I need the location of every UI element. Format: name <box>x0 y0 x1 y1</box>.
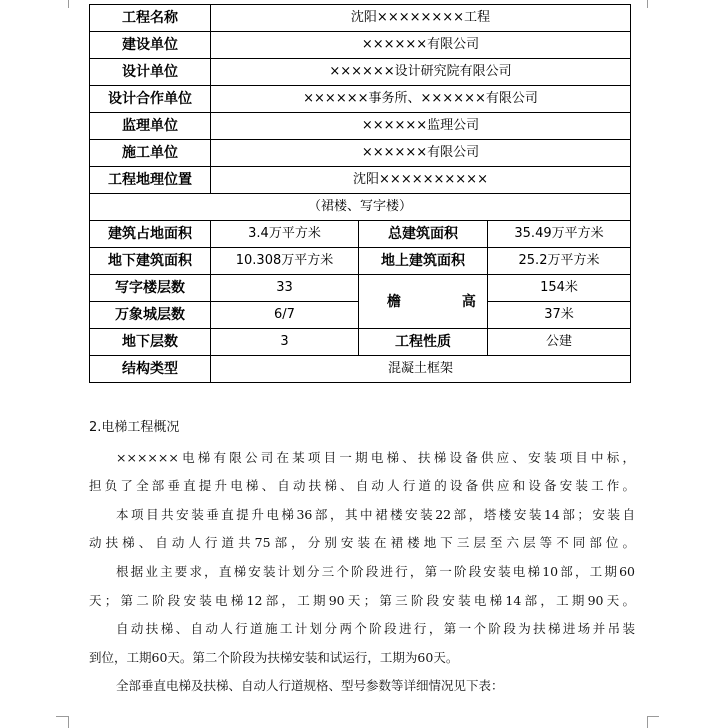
location-value: 沈阳×××××××××× <box>211 167 631 194</box>
project-name-value: 沈阳××××××××工程 <box>211 5 631 32</box>
location-label: 工程地理位置 <box>90 167 211 194</box>
design-unit-value: ××××××设计研究院有限公司 <box>211 59 631 86</box>
table-row <box>90 140 631 167</box>
design-unit-label: 设计单位 <box>90 59 211 86</box>
supervision-unit-label: 监理单位 <box>90 113 211 140</box>
underground-area-value: 10.308万平方米 <box>211 248 359 275</box>
paragraph-line: 自动扶梯、自动人行道施工计划分两个阶段进行，第一个阶段为扶梯进场并吊装 <box>116 621 635 637</box>
project-name-label: 工程名称 <box>90 5 211 32</box>
paragraph-line: 担负了全部垂直提升电梯、自动扶梯、自动人行道的设备供应和设备安装工作。 <box>89 478 635 494</box>
section-heading: 2.电梯工程概况 <box>89 420 180 435</box>
eave-height-label: 檐 高 <box>359 275 488 329</box>
design-partner-label: 设计合作单位 <box>90 86 211 113</box>
mall-floors-label: 万象城层数 <box>90 302 211 329</box>
basement-floors-label: 地下层数 <box>90 329 211 356</box>
table-row <box>90 248 631 275</box>
structure-type-label: 结构类型 <box>90 356 211 383</box>
table-row <box>90 221 631 248</box>
table-row <box>90 329 631 356</box>
aboveground-area-value: 25.2万平方米 <box>488 248 631 275</box>
office-floors-label: 写字楼层数 <box>90 275 211 302</box>
building-note: （裙楼、写字楼） <box>90 194 631 221</box>
land-area-label: 建筑占地面积 <box>90 221 211 248</box>
table-row <box>90 113 631 140</box>
eave-height-value-1: 154米 <box>488 275 631 302</box>
basement-floors-value: 3 <box>211 329 359 356</box>
table-row <box>90 356 631 383</box>
table-row <box>90 32 631 59</box>
crop-mark-top-left <box>68 0 69 8</box>
crop-mark-bottom-left <box>68 716 69 728</box>
project-info-table <box>89 4 631 383</box>
table-row <box>90 86 631 113</box>
paragraph-line: 本项目共安装垂直提升电梯36部，其中裙楼安装22部，塔楼安装14部；安装自 <box>116 506 635 522</box>
crop-mark-bottom-left-h <box>56 716 68 717</box>
construction-unit-value: ××××××有限公司 <box>211 32 631 59</box>
paragraph-line: 根据业主要求，直梯安装计划分三个阶段进行，第一阶段安装电梯10部，工期60 <box>116 563 635 579</box>
paragraph-line: 天；第二阶段安装电梯12部，工期90天；第三阶段安装电梯14部，工期90天。 <box>89 592 635 608</box>
paragraph-line: 全部垂直电梯及扶梯、自动人行道规格、型号参数等详细情况见下表： <box>116 678 504 694</box>
elevator-overview-section <box>89 414 635 701</box>
underground-area-label: 地下建筑面积 <box>90 248 211 275</box>
construction-unit-label: 建设单位 <box>90 32 211 59</box>
table-row <box>90 59 631 86</box>
supervision-unit-value: ××××××监理公司 <box>211 113 631 140</box>
structure-type-value: 混凝土框架 <box>211 356 631 383</box>
paragraph-line: 动扶梯、自动人行道共75部，分别安装在裙楼地下三层至六层等不同部位。 <box>89 535 635 551</box>
aboveground-area-label: 地上建筑面积 <box>359 248 488 275</box>
crop-mark-top-right <box>647 0 648 8</box>
table-row <box>90 275 631 302</box>
project-nature-label: 工程性质 <box>359 329 488 356</box>
builder-unit-value: ××××××有限公司 <box>211 140 631 167</box>
project-nature-value: 公建 <box>488 329 631 356</box>
table-row <box>90 194 631 221</box>
mall-floors-value: 6/7 <box>211 302 359 329</box>
builder-unit-label: 施工单位 <box>90 140 211 167</box>
table-row <box>90 167 631 194</box>
total-area-label: 总建筑面积 <box>359 221 488 248</box>
paragraph-line: 到位，工期60天。第二个阶段为扶梯安装和试运行，工期为60天。 <box>89 649 459 665</box>
eave-height-value-2: 37米 <box>488 302 631 329</box>
paragraph-line: ××××××电梯有限公司在某项目一期电梯、扶梯设备供应、安装项目中标， <box>116 449 635 465</box>
crop-mark-bottom-right <box>647 716 648 728</box>
land-area-value: 3.4万平方米 <box>211 221 359 248</box>
crop-mark-bottom-right-h <box>647 716 659 717</box>
table-row <box>90 5 631 32</box>
total-area-value: 35.49万平方米 <box>488 221 631 248</box>
design-partner-value: ××××××事务所、××××××有限公司 <box>211 86 631 113</box>
office-floors-value: 33 <box>211 275 359 302</box>
